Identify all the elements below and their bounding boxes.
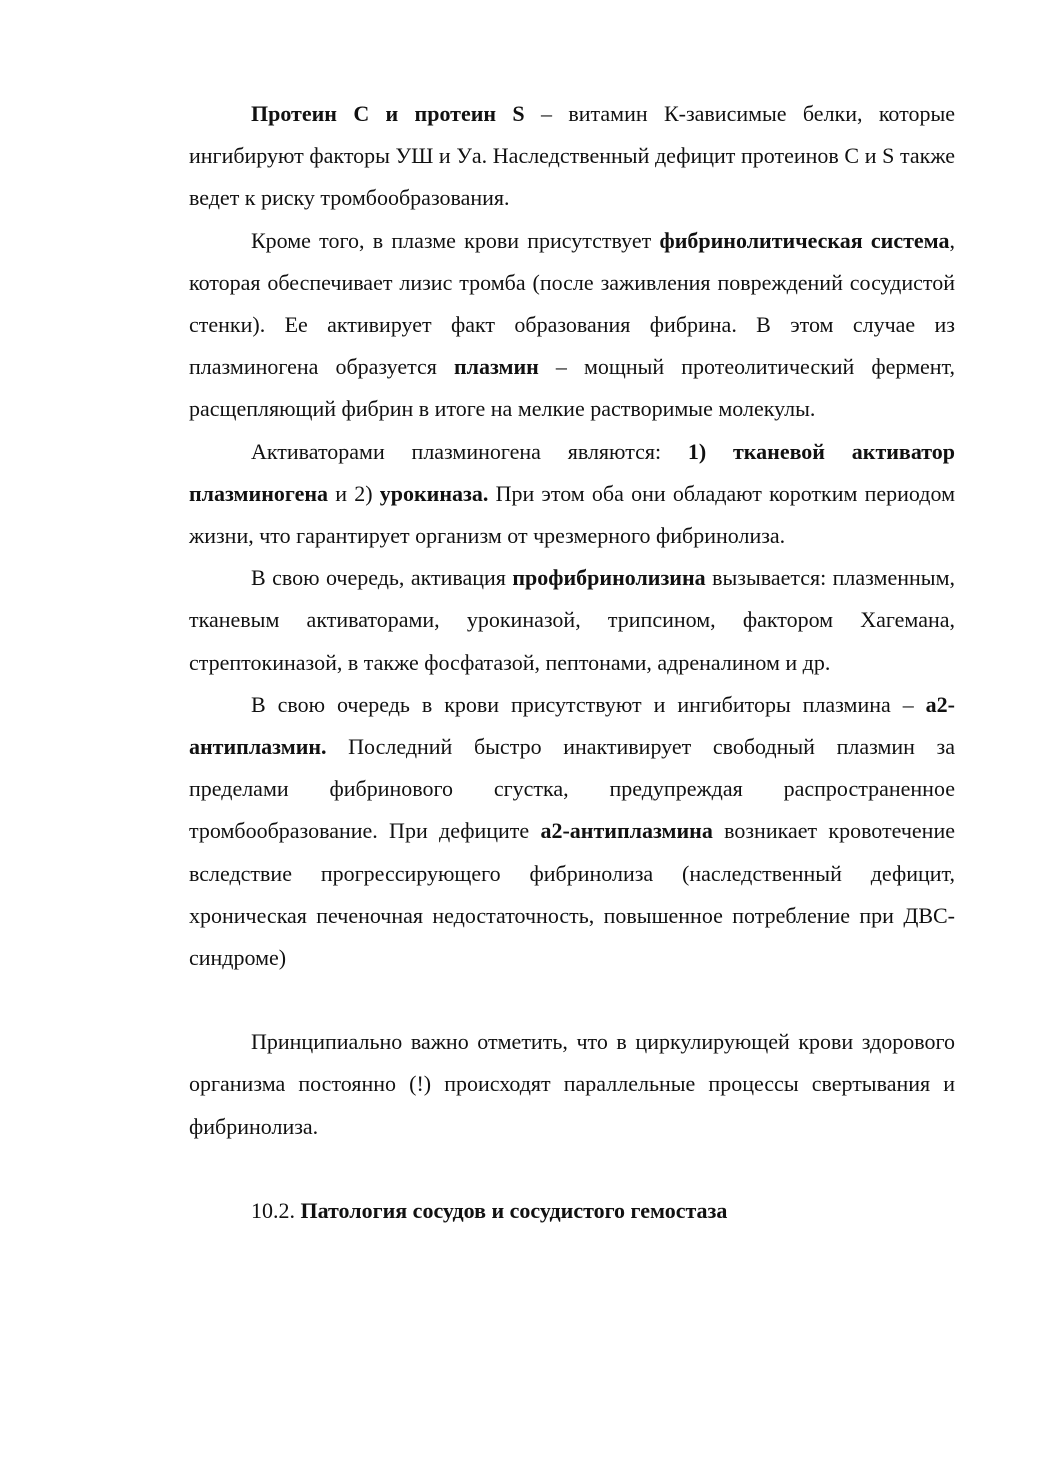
text-run: – мощный протеолитический фермент, расщепляющий фибрин в итоге на мелкие растворимые молекулы. (189, 354, 956, 422)
bold-term: урокиназа. (379, 480, 489, 506)
text-run: Активаторами плазминогена являются: (251, 438, 688, 464)
paragraph-parallel-processes (189, 1021, 955, 1148)
bold-term: профибринолизина (512, 565, 706, 591)
text-run: В свою очередь, активация (251, 565, 513, 591)
text-run: В свою очередь в крови присутствуют и ингибиторы плазмина – (251, 691, 926, 717)
text-run: Кроме того, в плазме крови присутствует (251, 227, 660, 253)
document-body (189, 93, 955, 1148)
spacer (189, 1148, 955, 1190)
section-title: Патология сосудов и сосудистого гемостаза (300, 1197, 728, 1223)
document-page (189, 93, 955, 1232)
section-number: 10.2. (251, 1197, 301, 1223)
bold-term: а2-антиплазмина (540, 818, 713, 844)
paragraph-antiplasmin (189, 684, 955, 979)
bold-term: плазмин (453, 354, 539, 380)
text-run: Принципиально важно отметить, что в циркулирующей крови здорового организма постоянно (!) происходят параллельные процессы свертывания и фибринолиза. (189, 1029, 955, 1139)
bold-term: 1) тканевой активатор плазминогена (189, 438, 956, 506)
spacer (189, 979, 955, 1021)
paragraph-protein-c-s (189, 93, 955, 220)
text-run: и 2) (328, 480, 380, 506)
text-run: Последний быстро инактивирует свободный плазмин за пределами фибринового сгустка, предупреждая распространенное тромбообразование. При дефиците (189, 734, 955, 844)
text-run: – витамин К-зависимые белки, которые ингибируют факторы УШ и Уа. Наследственный дефицит протеинов С и S также ведет к риску тромбообразования. (189, 101, 955, 211)
section-heading (189, 1190, 955, 1232)
text-run: При этом оба они обладают коротким периодом жизни, что гарантирует организм от чрезмерного фибринолиза. (189, 480, 955, 549)
bold-term: фибринолитическая система (659, 227, 950, 253)
paragraph-plasminogen-activators (189, 431, 955, 558)
text-run: вызывается: плазменным, тканевым активаторами, урокиназой, трипсином, фактором Хагемана, стрептокиназой, в также фосфатазой, пептонами, адреналином и др. (189, 565, 955, 675)
paragraph-fibrinolytic-system (189, 220, 955, 431)
bold-term: Протеин C и протеин S (251, 101, 525, 126)
text-run: , которая обеспечивает лизис тромба (после заживления повреждений сосудистой стенки). Ее активирует факт образования фибрина. В этом случае из плазминогена образуется (189, 227, 955, 380)
paragraph-profibrinolysin (189, 557, 955, 684)
text-run: возникает кровотечение вследствие прогрессирующего фибринолиза (наследственный дефицит, хроническая печеночная недостаточность, повышенное потребление при ДВС-синдроме) (189, 818, 955, 971)
bold-term: а2-антиплазмин. (189, 691, 955, 760)
